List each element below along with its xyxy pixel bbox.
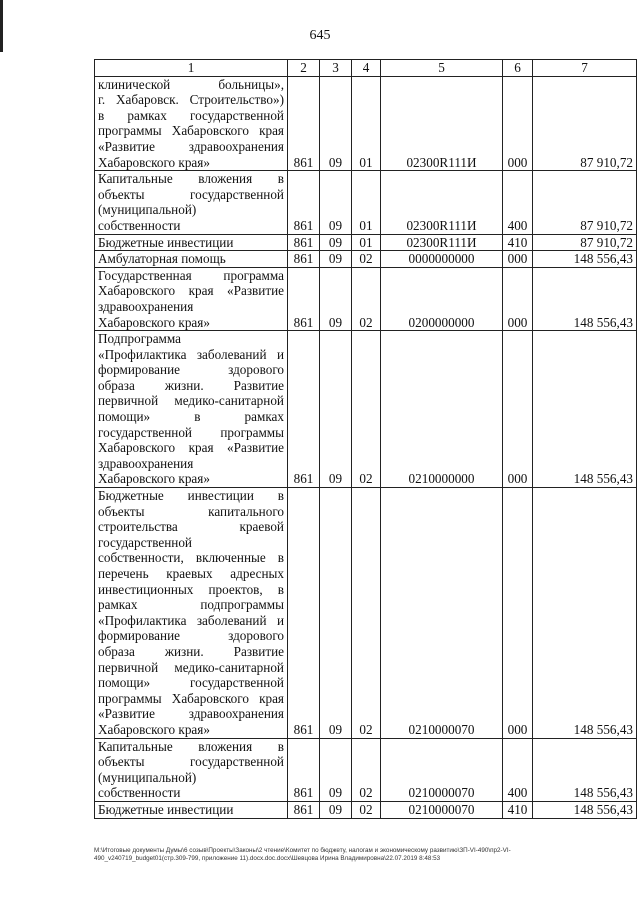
- row-name-cell: [95, 267, 288, 330]
- ministry-code-cell: 861: [288, 738, 320, 801]
- row-name-line: в рамках государственной: [98, 107, 284, 123]
- row-name-line: Хабаровского края «Развитие: [98, 440, 284, 456]
- row-name-line: перечень краевых адресных: [98, 566, 284, 581]
- header-col-6: 6: [503, 60, 533, 77]
- row-name-line: здравоохранения: [98, 298, 194, 314]
- row-name-line: Подпрограмма: [98, 331, 182, 347]
- table-row: [95, 171, 637, 234]
- row-name-line: Бюджетные инвестиции в: [98, 488, 284, 504]
- target-article-cell: 02300R111И: [381, 234, 503, 251]
- footer-line: 490_v240719_budget01(стр.309-799, приложение 11).docx.doc.docx\Шевцова Ирина Владимировна\22.07.2019 8:48:53: [94, 855, 441, 862]
- section-code-cell: 09: [320, 738, 352, 801]
- row-name-line: программы Хабаровского края: [98, 690, 284, 706]
- amount-cell: 148 556,43: [533, 251, 637, 268]
- subsection-code-cell: 01: [352, 76, 381, 171]
- table-row: [95, 488, 637, 739]
- ministry-code-cell: 861: [288, 234, 320, 251]
- row-name-line: первичной медико-санитарной: [98, 393, 284, 409]
- row-name-line: первичной медико-санитарной: [98, 659, 284, 675]
- row-name-line: помощи» государственной: [98, 675, 284, 691]
- row-name-line: собственности, включенные в: [98, 550, 284, 566]
- section-code-cell: 09: [320, 251, 352, 268]
- page-number: 645: [309, 28, 331, 43]
- row-name-line: «Профилактика заболеваний и: [98, 346, 284, 362]
- row-name-line: здравоохранения: [98, 455, 194, 471]
- row-name-line: «Развитие здравоохранения: [98, 706, 284, 722]
- section-code-cell: 09: [320, 488, 352, 739]
- row-name-line: Бюджетные инвестиции: [98, 801, 234, 817]
- subsection-code-cell: 01: [352, 171, 381, 234]
- row-name-line: «Профилактика заболеваний и: [98, 612, 284, 628]
- target-article-cell: 0210000000: [381, 331, 503, 488]
- subsection-code-cell: 01: [352, 234, 381, 251]
- section-code-cell: 09: [320, 234, 352, 251]
- row-name-line: собственности: [98, 217, 181, 233]
- subsection-code-cell: 02: [352, 801, 381, 818]
- target-article-cell: 0210000070: [381, 738, 503, 801]
- row-name-line: помощи» в рамках: [98, 409, 284, 425]
- table-row: [95, 267, 637, 330]
- ministry-code-cell: 861: [288, 251, 320, 268]
- target-article-cell: 0210000070: [381, 801, 503, 818]
- row-name-line: объекты государственной: [98, 186, 284, 202]
- expense-type-cell: 000: [503, 488, 533, 739]
- scan-edge-mark: [0, 0, 3, 52]
- row-name-line: объекты капитального: [98, 503, 284, 519]
- expense-type-cell: 000: [503, 267, 533, 330]
- target-article-cell: 0000000000: [381, 251, 503, 268]
- row-name-line: собственности: [98, 785, 181, 801]
- row-name-line: Государственная программа: [98, 267, 284, 283]
- row-name-cell: [95, 251, 288, 268]
- section-code-cell: 09: [320, 171, 352, 234]
- expense-type-cell: 400: [503, 171, 533, 234]
- row-name-line: программы Хабаровского края: [98, 123, 284, 139]
- target-article-cell: 0210000070: [381, 488, 503, 739]
- row-name-line: г. Хабаровск. Строительство»): [98, 92, 284, 108]
- row-name-line: (муниципальной): [98, 202, 197, 218]
- row-name-line: инвестиционных проектов, в: [98, 581, 284, 597]
- subsection-code-cell: 02: [352, 267, 381, 330]
- subsection-code-cell: 02: [352, 251, 381, 268]
- expense-type-cell: 410: [503, 234, 533, 251]
- header-col-4: 4: [352, 60, 381, 77]
- row-name-cell: [95, 488, 288, 739]
- ministry-code-cell: 861: [288, 267, 320, 330]
- amount-cell: 148 556,43: [533, 331, 637, 488]
- target-article-cell: 0200000000: [381, 267, 503, 330]
- target-article-cell: 02300R111И: [381, 171, 503, 234]
- header-col-3: 3: [320, 60, 352, 77]
- target-article-cell: 02300R111И: [381, 76, 503, 171]
- subsection-code-cell: 02: [352, 738, 381, 801]
- row-name-line: рамках подпрограммы: [98, 597, 284, 613]
- subsection-code-cell: 02: [352, 488, 381, 739]
- ministry-code-cell: 861: [288, 331, 320, 488]
- row-name-line: клинической больницы»,: [98, 76, 284, 92]
- budget-table: [94, 59, 637, 819]
- table-row: [95, 331, 637, 488]
- subsection-code-cell: 02: [352, 331, 381, 488]
- document-path-footer: [94, 847, 614, 863]
- amount-cell: 87 910,72: [533, 171, 637, 234]
- expense-type-cell: 400: [503, 738, 533, 801]
- header-col-2: 2: [288, 60, 320, 77]
- section-code-cell: 09: [320, 76, 352, 171]
- amount-cell: 148 556,43: [533, 738, 637, 801]
- row-name-line: государственной: [98, 534, 192, 550]
- table-row: [95, 76, 637, 171]
- row-name-line: (муниципальной): [98, 769, 197, 785]
- row-name-cell: [95, 801, 288, 818]
- row-name-cell: [95, 234, 288, 251]
- header-col-7: 7: [533, 60, 637, 77]
- row-name-line: Хабаровского края»: [98, 471, 210, 487]
- table-row: [95, 801, 637, 818]
- row-name-line: Амбулаторная помощь: [98, 251, 226, 267]
- row-name-line: образа жизни. Развитие: [98, 643, 284, 659]
- header-col-5: 5: [381, 60, 503, 77]
- section-code-cell: 09: [320, 267, 352, 330]
- table-row: [95, 251, 637, 268]
- expense-type-cell: 000: [503, 251, 533, 268]
- row-name-line: образа жизни. Развитие: [98, 377, 284, 393]
- amount-cell: 148 556,43: [533, 488, 637, 739]
- ministry-code-cell: 861: [288, 171, 320, 234]
- header-col-1: 1: [95, 60, 288, 77]
- row-name-cell: [95, 76, 288, 171]
- row-name-cell: [95, 171, 288, 234]
- row-name-line: «Развитие здравоохранения: [98, 138, 284, 154]
- row-name-line: Хабаровского края «Развитие: [98, 283, 284, 299]
- amount-cell: 87 910,72: [533, 234, 637, 251]
- section-code-cell: 09: [320, 801, 352, 818]
- row-name-cell: [95, 331, 288, 488]
- expense-type-cell: 000: [503, 76, 533, 171]
- row-name-line: Хабаровского края»: [98, 314, 210, 330]
- section-code-cell: 09: [320, 331, 352, 488]
- footer-line: М:\Итоговые документы Думы\6 созыв\Проекты\Законы\2 чтение\Комитет по бюджету, налогам и экономическому развитию\ЗП-VI-490\пр2-VI-: [94, 847, 511, 854]
- expense-type-cell: 000: [503, 331, 533, 488]
- expense-type-cell: 410: [503, 801, 533, 818]
- table-row: [95, 234, 637, 251]
- table-row: [95, 738, 637, 801]
- row-name-line: государственной программы: [98, 424, 284, 440]
- row-name-line: Бюджетные инвестиции: [98, 234, 234, 250]
- row-name-line: формирование здорового: [98, 628, 284, 644]
- row-name-line: формирование здорового: [98, 362, 284, 378]
- row-name-line: Хабаровского края»: [98, 154, 210, 170]
- row-name-line: Капитальные вложения в: [98, 171, 284, 187]
- row-name-line: объекты государственной: [98, 754, 284, 770]
- ministry-code-cell: 861: [288, 76, 320, 171]
- row-name-line: Капитальные вложения в: [98, 738, 284, 754]
- row-name-cell: [95, 738, 288, 801]
- row-name-line: строительства краевой: [98, 519, 284, 535]
- amount-cell: 148 556,43: [533, 267, 637, 330]
- table-body: [95, 76, 637, 818]
- amount-cell: 87 910,72: [533, 76, 637, 171]
- amount-cell: 148 556,43: [533, 801, 637, 818]
- ministry-code-cell: 861: [288, 801, 320, 818]
- row-name-line: Хабаровского края»: [98, 721, 210, 737]
- ministry-code-cell: 861: [288, 488, 320, 739]
- table-header-row: [95, 60, 637, 77]
